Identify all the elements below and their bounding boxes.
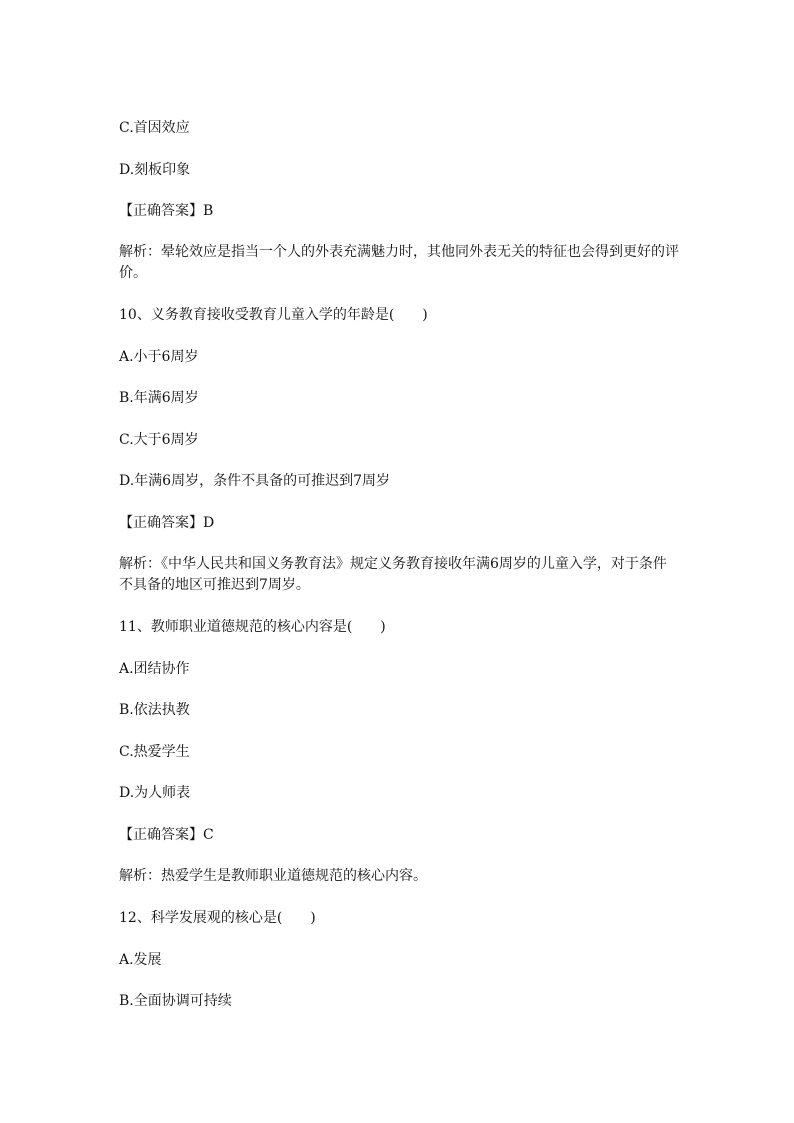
option-b-q11: B.依法执教 [119,702,190,718]
option-b-q12: B.全面协调可持续 [119,993,232,1009]
analysis-q10: 解析：《中华人民共和国义务教育法》规定义务教育接收年满6周岁的儿童入学，对于条件不具备的地区可推迟到7周岁。 [119,556,667,593]
question-12: 12、科学发展观的核心是( ) [119,910,316,926]
option-a-q10: A.小于6周岁 [119,349,199,365]
answer-q11: 【正确答案】C [119,827,214,843]
analysis-q11: 解析：热爱学生是教师职业道德规范的核心内容。 [119,868,427,884]
option-d-q9: D.刻板印象 [119,162,191,178]
answer-q9: 【正确答案】B [119,203,214,219]
question-10: 10、义务教育接收受教育儿童入学的年龄是( ) [119,307,428,323]
option-c-q9: C.首因效应 [119,120,190,136]
option-a-q12: A.发展 [119,952,162,968]
analysis-q9: 解析：晕轮效应是指当一个人的外表充满魅力时，其他同外表无关的特征也会得到更好的评价。 [119,244,679,281]
option-d-q10: D.年满6周岁，条件不具备的可推迟到7周岁 [119,473,390,489]
option-b-q10: B.年满6周岁 [119,390,199,406]
question-11: 11、教师职业道德规范的核心内容是( ) [119,619,386,635]
option-c-q10: C.大于6周岁 [119,432,199,448]
option-c-q11: C.热爱学生 [119,744,190,760]
option-a-q11: A.团结协作 [119,661,190,677]
answer-q10: 【正确答案】D [119,515,215,531]
option-d-q11: D.为人师表 [119,785,191,801]
